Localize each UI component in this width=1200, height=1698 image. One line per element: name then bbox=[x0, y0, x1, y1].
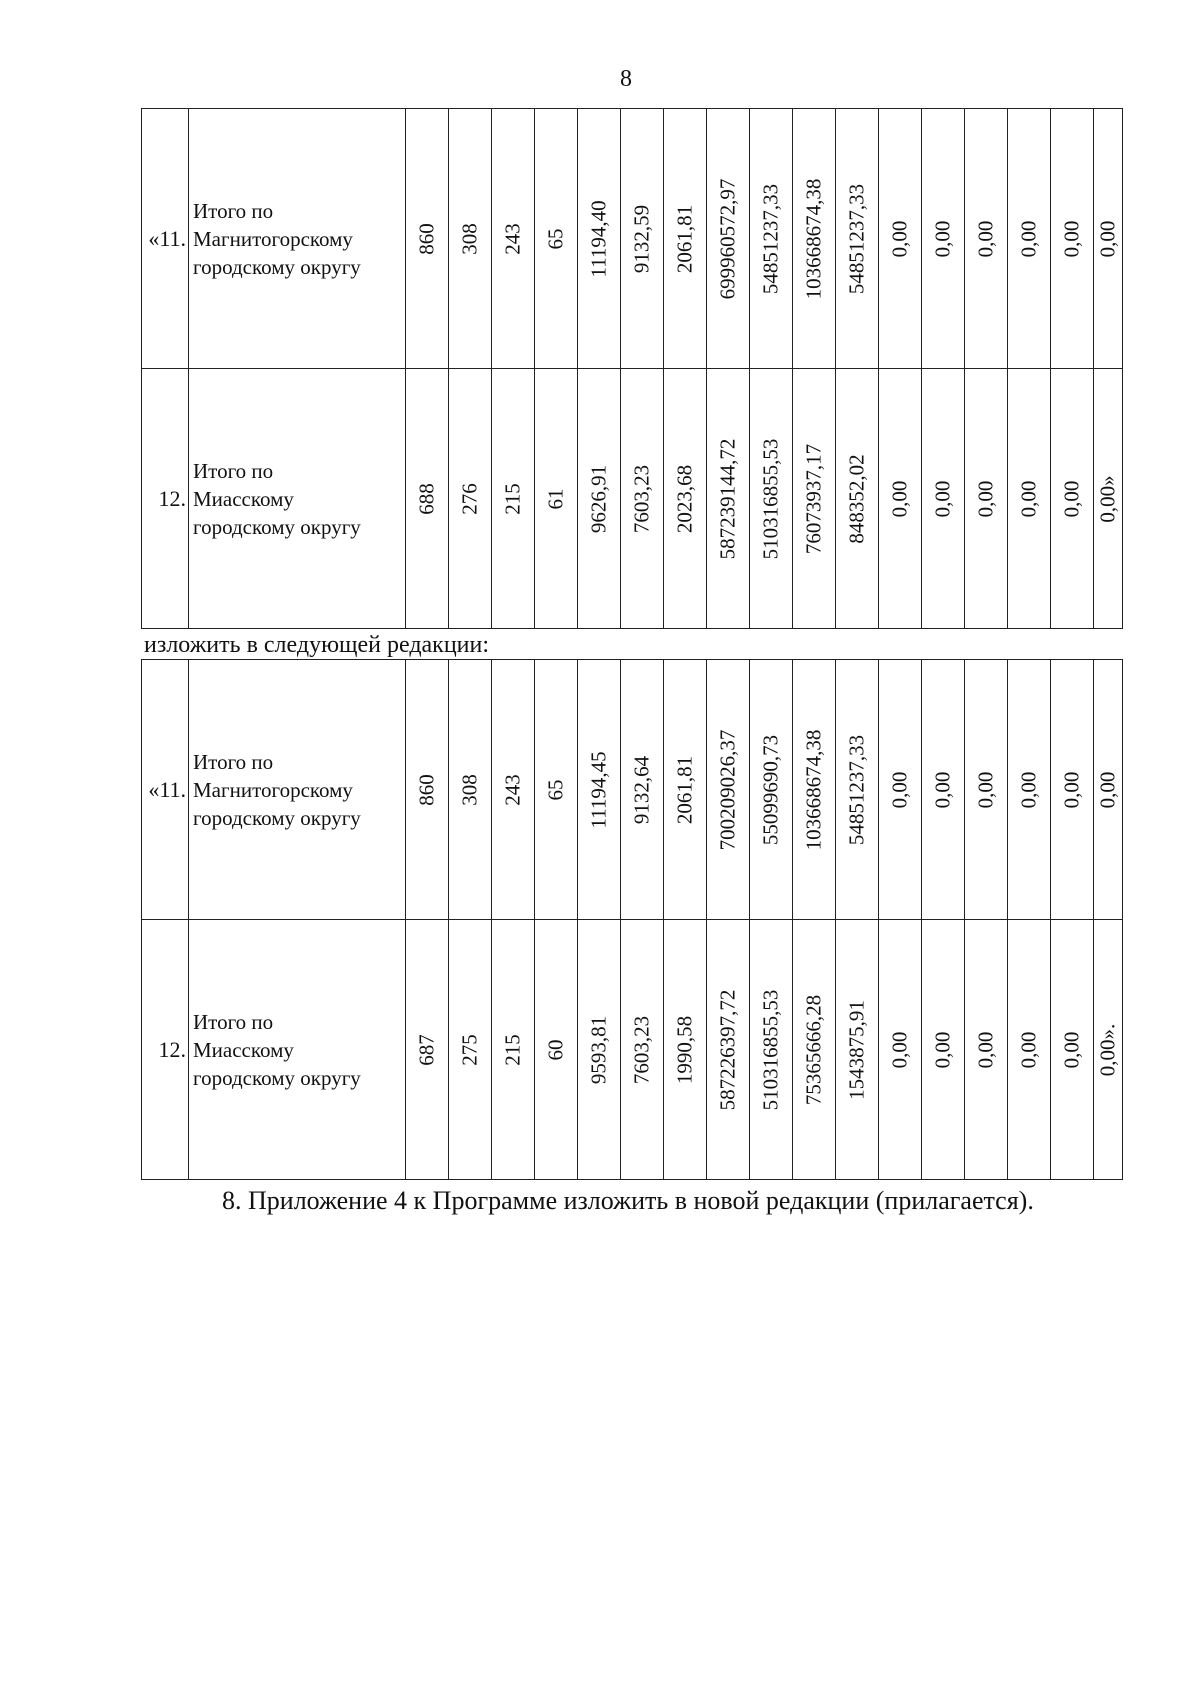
value-cell bbox=[836, 660, 879, 920]
value-cell bbox=[707, 920, 750, 1180]
row-name-line: городскому округу bbox=[193, 514, 361, 539]
row-number: 12. bbox=[142, 369, 189, 629]
value-cell bbox=[621, 920, 664, 1180]
value-text: 215 bbox=[500, 482, 525, 515]
value-text: 76073937,17 bbox=[801, 443, 826, 554]
value-text: 0,00 bbox=[930, 220, 955, 257]
value-cell bbox=[535, 109, 578, 369]
row-name-line: Итого по bbox=[193, 458, 274, 483]
value-cell bbox=[664, 920, 707, 1180]
value-cell bbox=[836, 369, 879, 629]
value-cell bbox=[1094, 369, 1123, 629]
row-name-line: Миасскому bbox=[193, 486, 294, 511]
value-cell bbox=[922, 109, 965, 369]
value-cell bbox=[449, 660, 492, 920]
value-text: 0,00 bbox=[973, 480, 998, 517]
value-cell bbox=[492, 660, 535, 920]
value-text: 0,00 bbox=[1059, 220, 1084, 257]
row-number: «11. bbox=[142, 660, 189, 920]
value-text: 11194,40 bbox=[586, 199, 611, 278]
value-text: 0,00 bbox=[887, 480, 912, 517]
value-text: 54851237,33 bbox=[844, 734, 869, 845]
value-text: 510316855,53 bbox=[758, 438, 783, 559]
value-text: 65 bbox=[543, 779, 568, 800]
value-cell bbox=[535, 920, 578, 1180]
value-text: 0,00 bbox=[887, 220, 912, 257]
value-cell bbox=[793, 109, 836, 369]
value-text: 587226397,72 bbox=[715, 989, 740, 1110]
value-cell bbox=[1051, 369, 1094, 629]
value-text: 276 bbox=[457, 482, 482, 515]
value-cell bbox=[879, 660, 922, 920]
value-cell bbox=[1008, 920, 1051, 1180]
value-cell bbox=[836, 920, 879, 1180]
value-text: 55099690,73 bbox=[758, 734, 783, 845]
value-text: 0,00 bbox=[930, 1031, 955, 1068]
value-text: 2061,81 bbox=[672, 755, 697, 824]
value-text: 0,00 bbox=[1016, 771, 1041, 808]
value-cell bbox=[922, 369, 965, 629]
value-cell bbox=[1051, 920, 1094, 1180]
value-cell bbox=[707, 369, 750, 629]
value-text: 0,00 bbox=[973, 771, 998, 808]
intro-text: изложить в следующей редакции: bbox=[144, 632, 490, 658]
value-text: 2023,68 bbox=[672, 464, 697, 533]
value-cell bbox=[535, 660, 578, 920]
value-cell bbox=[965, 109, 1008, 369]
value-cell bbox=[750, 109, 793, 369]
value-cell bbox=[664, 109, 707, 369]
value-cell bbox=[879, 920, 922, 1180]
table-row bbox=[142, 660, 1123, 920]
row-name-line: Магнитогорскому bbox=[193, 777, 353, 802]
value-text: 848352,02 bbox=[844, 453, 869, 544]
value-cell bbox=[621, 369, 664, 629]
value-text: 103668674,38 bbox=[801, 178, 826, 299]
value-cell bbox=[492, 109, 535, 369]
value-text: 215 bbox=[500, 1033, 525, 1066]
table-row bbox=[142, 920, 1123, 1180]
table-row bbox=[142, 369, 1123, 629]
value-text: 308 bbox=[457, 222, 482, 255]
value-text: 60 bbox=[543, 1039, 568, 1060]
value-text: 0,00 bbox=[1095, 771, 1120, 808]
value-cell bbox=[750, 369, 793, 629]
value-cell bbox=[664, 660, 707, 920]
value-text: 0,00 bbox=[973, 220, 998, 257]
value-cell bbox=[578, 109, 621, 369]
value-cell bbox=[1094, 920, 1123, 1180]
value-cell bbox=[965, 660, 1008, 920]
value-text: 7603,23 bbox=[629, 464, 654, 533]
value-text: 510316855,53 bbox=[758, 989, 783, 1110]
value-cell bbox=[750, 920, 793, 1180]
value-text: 0,00» bbox=[1095, 474, 1120, 523]
value-text: 0,00 bbox=[1016, 480, 1041, 517]
value-cell bbox=[707, 660, 750, 920]
value-text: 9626,91 bbox=[586, 464, 611, 533]
value-text: 0,00 bbox=[1095, 220, 1120, 257]
value-text: 0,00 bbox=[973, 1031, 998, 1068]
value-cell bbox=[449, 109, 492, 369]
value-text: 860 bbox=[414, 773, 439, 806]
row-name-line: Итого по bbox=[193, 749, 274, 774]
page-number: 8 bbox=[620, 66, 632, 92]
new-values-table bbox=[141, 659, 1123, 1180]
value-cell bbox=[1094, 660, 1123, 920]
value-text: 9593,81 bbox=[586, 1015, 611, 1084]
value-text: 1990,58 bbox=[672, 1015, 697, 1084]
value-text: 103668674,38 bbox=[801, 729, 826, 850]
row-name-line: городскому округу bbox=[193, 254, 361, 279]
row-number: 12. bbox=[142, 920, 189, 1180]
value-text: 0,00 bbox=[1059, 480, 1084, 517]
row-name-line: Итого по bbox=[193, 1009, 274, 1034]
new-table-body bbox=[142, 660, 1123, 1180]
value-text: 0,00 bbox=[930, 480, 955, 517]
value-cell bbox=[1051, 109, 1094, 369]
value-text: 0,00 bbox=[1059, 1031, 1084, 1068]
value-cell bbox=[492, 369, 535, 629]
value-text: 75365666,28 bbox=[801, 994, 826, 1105]
value-cell bbox=[922, 920, 965, 1180]
value-text: 9132,59 bbox=[629, 204, 654, 273]
row-name bbox=[189, 369, 406, 629]
value-text: 0,00 bbox=[887, 771, 912, 808]
value-cell bbox=[1008, 660, 1051, 920]
value-cell bbox=[1008, 109, 1051, 369]
row-name-line: Магнитогорскому bbox=[193, 226, 353, 251]
value-text: 275 bbox=[457, 1033, 482, 1066]
value-text: 687 bbox=[414, 1033, 439, 1066]
value-text: 0,00 bbox=[930, 771, 955, 808]
value-text: 9132,64 bbox=[629, 755, 654, 824]
value-cell bbox=[1008, 369, 1051, 629]
value-text: 0,00 bbox=[1016, 1031, 1041, 1068]
value-text: 699960572,97 bbox=[715, 178, 740, 299]
row-name-line: городскому округу bbox=[193, 805, 361, 830]
value-cell bbox=[535, 369, 578, 629]
value-cell bbox=[793, 920, 836, 1180]
value-text: 0,00 bbox=[887, 1031, 912, 1068]
row-name bbox=[189, 660, 406, 920]
row-number: «11. bbox=[142, 109, 189, 369]
row-name-line: Итого по bbox=[193, 198, 274, 223]
old-table-body bbox=[142, 109, 1123, 629]
row-name-line: городскому округу bbox=[193, 1065, 361, 1090]
value-text: 0,00». bbox=[1095, 1023, 1120, 1076]
value-text: 61 bbox=[543, 488, 568, 509]
value-cell bbox=[664, 369, 707, 629]
value-cell bbox=[922, 660, 965, 920]
value-cell bbox=[965, 369, 1008, 629]
value-text: 308 bbox=[457, 773, 482, 806]
value-cell bbox=[449, 369, 492, 629]
value-text: 11194,45 bbox=[586, 750, 611, 829]
table-row bbox=[142, 109, 1123, 369]
value-cell bbox=[1051, 660, 1094, 920]
value-text: 587239144,72 bbox=[715, 438, 740, 559]
value-cell bbox=[1094, 109, 1123, 369]
value-cell bbox=[492, 920, 535, 1180]
value-cell bbox=[879, 369, 922, 629]
value-text: 2061,81 bbox=[672, 204, 697, 273]
value-cell bbox=[578, 920, 621, 1180]
value-cell bbox=[793, 660, 836, 920]
value-cell bbox=[965, 920, 1008, 1180]
value-cell bbox=[406, 109, 449, 369]
value-text: 54851237,33 bbox=[758, 183, 783, 294]
value-cell bbox=[578, 660, 621, 920]
value-text: 688 bbox=[414, 482, 439, 515]
value-text: 860 bbox=[414, 222, 439, 255]
value-text: 700209026,37 bbox=[715, 729, 740, 850]
value-text: 65 bbox=[543, 228, 568, 249]
value-cell bbox=[406, 660, 449, 920]
value-cell bbox=[879, 109, 922, 369]
value-cell bbox=[621, 109, 664, 369]
value-text: 7603,23 bbox=[629, 1015, 654, 1084]
value-cell bbox=[621, 660, 664, 920]
row-name bbox=[189, 920, 406, 1180]
value-text: 1543875,91 bbox=[844, 999, 869, 1100]
value-text: 54851237,33 bbox=[844, 183, 869, 294]
value-cell bbox=[750, 660, 793, 920]
footer-text: 8. Приложение 4 к Программе изложить в новой редакции (прилагается). bbox=[222, 1186, 1034, 1215]
row-name bbox=[189, 109, 406, 369]
value-cell bbox=[406, 920, 449, 1180]
value-cell bbox=[578, 369, 621, 629]
value-text: 0,00 bbox=[1016, 220, 1041, 257]
value-cell bbox=[836, 109, 879, 369]
value-text: 243 bbox=[500, 773, 525, 806]
value-cell bbox=[707, 109, 750, 369]
value-text: 243 bbox=[500, 222, 525, 255]
value-cell bbox=[406, 369, 449, 629]
row-name-line: Миасскому bbox=[193, 1037, 294, 1062]
value-cell bbox=[449, 920, 492, 1180]
value-text: 0,00 bbox=[1059, 771, 1084, 808]
old-values-table bbox=[141, 108, 1123, 629]
value-cell bbox=[793, 369, 836, 629]
